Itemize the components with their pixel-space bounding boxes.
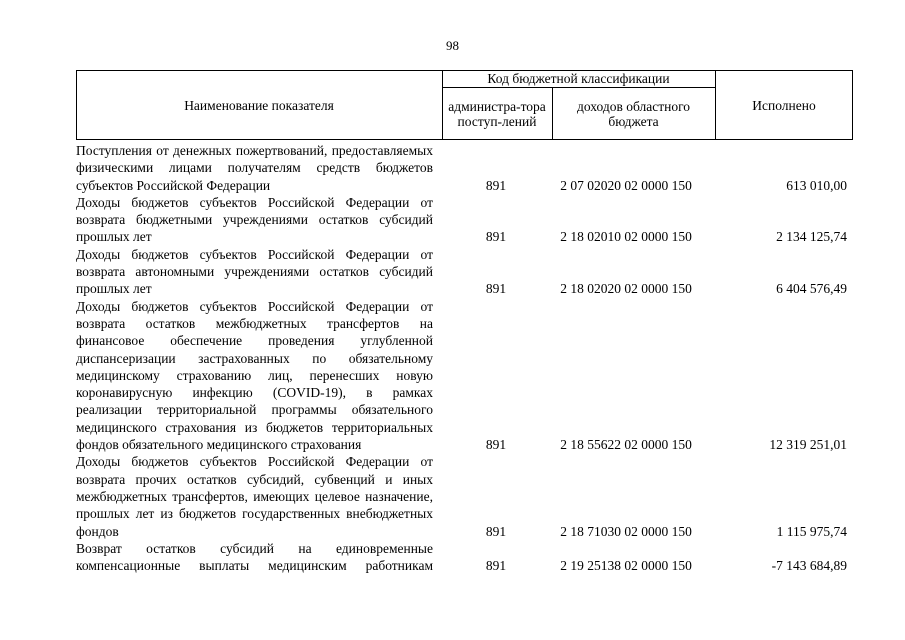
table-row (76, 453, 853, 539)
row-name: Возврат остатков субсидий на единовременные компенсационные выплаты медицинским работникам (76, 540, 433, 574)
table-body (76, 142, 853, 574)
header-revenue-col: доходов областного бюджета (576, 98, 691, 129)
row-admin-code: 891 (485, 558, 507, 574)
row-admin-code: 891 (485, 177, 507, 193)
row-budget-code: 2 19 25138 02 0000 150 (560, 558, 692, 574)
row-name: Поступления от денежных пожертвований, предоставляемых физическими лицами получателям средств бюджетов субъектов Российской Федерации (76, 143, 433, 193)
row-amount: 6 404 576,49 (776, 281, 847, 297)
row-name: Доходы бюджетов субъектов Российской Федерации от возврата бюджетными учреждениями остатков субсидий прошлых лет (76, 194, 433, 245)
row-amount: 613 010,00 (786, 177, 847, 193)
row-budget-code: 2 18 02010 02 0000 150 (560, 229, 692, 245)
page-number: 98 (446, 38, 459, 53)
row-amount: 12 319 251,01 (769, 437, 847, 453)
row-amount: 1 115 975,74 (776, 523, 847, 539)
row-amount: 2 134 125,74 (776, 229, 847, 245)
row-admin-code: 891 (485, 437, 507, 453)
row-name: Доходы бюджетов субъектов Российской Федерации от возврата автономными учреждениями остатков субсидий прошлых лет (76, 246, 433, 297)
row-admin-code: 891 (485, 281, 507, 297)
table-row (76, 298, 853, 454)
header-admin-col: администра-тора поступ-лений (448, 99, 546, 129)
table-row (76, 540, 853, 575)
table-row (76, 246, 853, 298)
row-admin-code: 891 (485, 229, 507, 245)
table-header (76, 70, 853, 140)
row-budget-code: 2 18 55622 02 0000 150 (560, 437, 692, 453)
row-budget-code: 2 07 02020 02 0000 150 (560, 177, 692, 193)
table-row (76, 142, 853, 194)
row-admin-code: 891 (485, 523, 507, 539)
row-budget-code: 2 18 02020 02 0000 150 (560, 281, 692, 297)
header-executed-col: Исполнено (752, 97, 816, 113)
table-row (76, 194, 853, 246)
header-budget-class-group: Код бюджетной классификации (487, 71, 670, 86)
header-name-col: Наименование показателя (184, 97, 334, 113)
row-name: Доходы бюджетов субъектов Российской Федерации от возврата остатков межбюджетных трансфертов на финансовое обеспечение проведения углубленной диспансеризации застрахованных по обязательному медицинскому страхованию лиц, перенесших новую коронавирусную инфекцию (COVID-19), в рамках реализации территориальной программы обязательного медицинского страхования из бюджетов территориальных фондов обязательного медицинского страхования (76, 298, 433, 453)
row-budget-code: 2 18 71030 02 0000 150 (560, 523, 692, 539)
row-name: Доходы бюджетов субъектов Российской Федерации от возврата прочих остатков субсидий, субвенций и иных межбюджетных трансфертов, имеющих целевое назначение, прошлых лет из бюджетов государственных внебюджетных фондов (76, 454, 433, 539)
row-amount: -7 143 684,89 (771, 558, 847, 574)
